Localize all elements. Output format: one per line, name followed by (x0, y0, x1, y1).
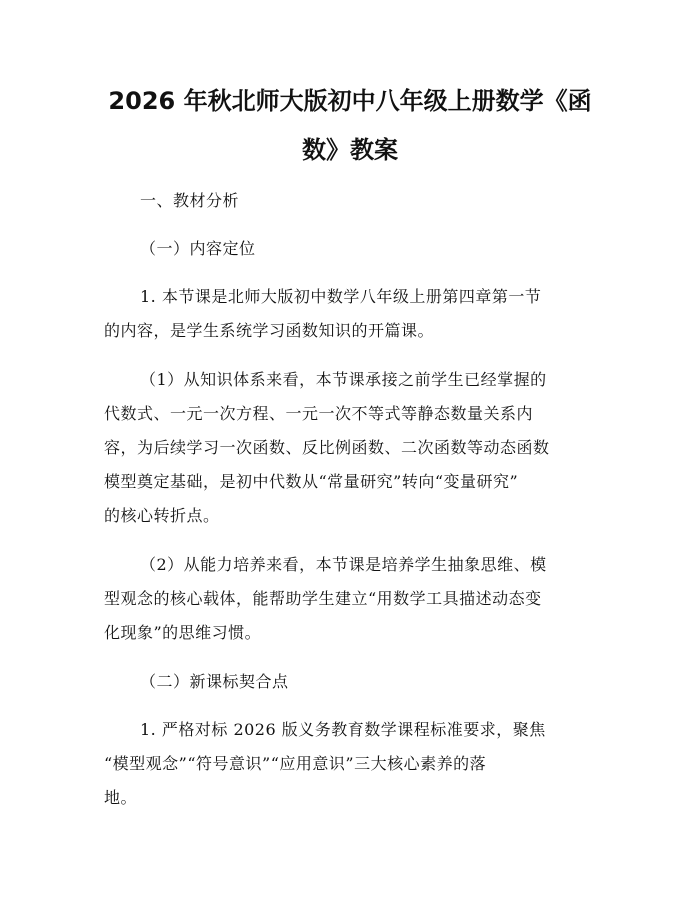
paragraph-2-line-4: 模型奠定基础，是初中代数从“常量研究”转向“变量研究” (104, 472, 519, 491)
paragraph-4-line-1: 1. 严格对标 2026 版义务教育数学课程标准要求，聚焦 (140, 720, 546, 739)
paragraph-4-line-2: “模型观念”“符号意识”“应用意识”三大核心素养的落 (104, 754, 487, 773)
paragraph-3-line-1: （2）从能力培养来看，本节课是培养学生抽象思维、模 (140, 555, 547, 574)
paragraph-3-line-3: 化现象”的思维习惯。 (104, 623, 262, 642)
paragraph-2-line-1: （1）从知识体系来看，本节课承接之前学生已经掌握的 (140, 370, 547, 389)
paragraph-3-line-2: 型观念的核心载体，能帮助学生建立“用数学工具描述动态变 (104, 589, 542, 608)
paragraph-2-line-3: 容，为后续学习一次函数、反比例函数、二次函数等动态函数 (104, 438, 550, 457)
paragraph-1-line-1: 1. 本节课是北师大版初中数学八年级上册第四章第一节 (140, 287, 542, 306)
paragraph-2-line-2: 代数式、一元一次方程、一元一次不等式等静态数量关系内 (104, 404, 534, 423)
paragraph-1-line-2: 的内容，是学生系统学习函数知识的开篇课。 (104, 321, 435, 340)
subsection-heading-new-curriculum-alignment: （二）新课标契合点 (140, 672, 289, 691)
document-title-line-2: 数》教案 (302, 136, 398, 164)
subsection-heading-content-positioning: （一）内容定位 (140, 239, 256, 258)
section-heading-teaching-material-analysis: 一、教材分析 (140, 191, 240, 210)
paragraph-2-line-5: 的核心转折点。 (104, 506, 220, 525)
document-title-line-1: 2026 年秋北师大版初中八年级上册数学《函 (108, 87, 592, 115)
paragraph-4-line-3: 地。 (104, 788, 138, 807)
